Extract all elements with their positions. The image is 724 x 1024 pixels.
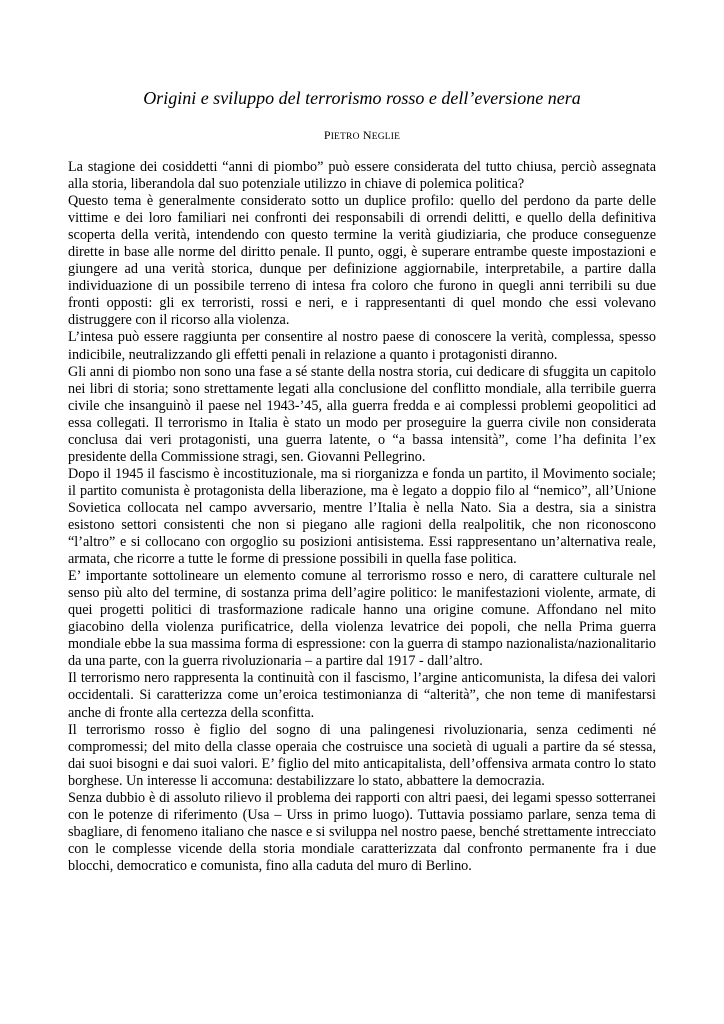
paragraph: Il terrorismo rosso è figlio del sogno di una palingenesi rivoluzionaria, senza cedimenti né compromessi; del mito della classe operaia che costruisce una società di uguali a partire da sé stessa, dai suoi bisogni e dai suoi valori. E’ figlio del mito anticapitalista, dell’offensiva armata contro lo stato borghese. Un interesse li accomuna: destabilizzare lo stato, abbattere la democrazia. — [68, 721, 656, 789]
author-last-initial: N — [362, 128, 372, 142]
paragraph: La stagione dei cosiddetti “anni di piombo” può essere considerata del tutto chiusa, perciò assegnata alla storia, liberandola dal suo potenziale utilizzo in chiave di polemica politica? — [68, 159, 656, 193]
paragraph: Questo tema è generalmente considerato sotto un duplice profilo: quello del perdono da parte delle vittime e dei loro familiari nei confronti dei responsabili di orrendi delitti, e quello della definitiva scoperta della verità, intendendo con questo termine la verità giudiziaria, che produce conseguenze dirette in base alle norme del diritto penale. Il punto, oggi, è superare entrambe queste impostazioni e giungere ad una verità storica, dunque per definizione aggiornabile, interpretabile, a partire dalla individuazione di un possibile terreno di intesa fra coloro che furono in quegli anni terribili su due fronti opposti: gli ex terroristi, rossi e neri, e i rappresentanti di quel mondo che essi volevano distruggere con il ricorso alla violenza. — [68, 193, 656, 329]
author-first-initial: P — [323, 128, 331, 142]
paragraph: Dopo il 1945 il fascismo è incostituzionale, ma si riorganizza e fonda un partito, il Movimento sociale; il partito comunista è protagonista della liberazione, ma è legato a doppio filo al “nemico”, all’Unione Sovietica collocata nel campo avversario, mentre l’Italia è nella Nato. Sia a destra, sia a sinistra esistono settori consistenti che non si piegano alle ragioni della realpolitik, che non riconoscono “l’altro” e si collocano con orgoglio su posizioni antisistema. Essi rappresentano un’alternativa reale, armata, che ricorre a tutte le forme di pressione possibili in quella fase politica. — [68, 465, 656, 568]
paragraph: L’intesa può essere raggiunta per consentire al nostro paese di conoscere la verità, complessa, spesso indicibile, neutralizzando gli effetti penali in relazione a quanto i protagonisti diranno. — [68, 329, 656, 363]
paragraph: E’ importante sottolineare un elemento comune al terrorismo rosso e nero, di carattere culturale nel senso più alto del termine, di sostanza prima dell’agire politico: le manifestazioni violente, armate, di quei progetti politici di trasformazione radicale hanno una origine comune. Affondano nel mito giacobino della violenza purificatrice, della violenza levatrice dei popoli, che nella Prima guerra mondiale ebbe la sua massima forma di espressione: con la guerra di stampo nazionalista/nazionalitario da una parte, con la guerra rivoluzionaria – a partire dal 1917 - dall’altro. — [68, 568, 656, 670]
paragraph: Senza dubbio è di assoluto rilievo il problema dei rapporti con altri paesi, dei legami spesso sotterranei con le potenze di riferimento (Usa – Urss in primo luogo). Tuttavia possiamo parlare, senza tema di sbagliare, di fenomeno italiano che nasce e si sviluppa nel nostro paese, benché strettamente intrecciato con le complesse vicende della storia mondiale caratterizzata dal confronto permanente fra i due blocchi, democratico e comunista, fino alla caduta del muro di Berlino. — [68, 789, 656, 874]
document-body — [68, 159, 656, 875]
paragraph: Gli anni di piombo non sono una fase a sé stante della nostra storia, cui dedicare di sfuggita un capitolo nei libri di storia; sono strettamente legati alla conclusione del conflitto mondiale, alla terribile guerra civile che insanguinò il paese nel 1943-’45, alla guerra fredda e ai complessi problemi geopolitici ad essa collegati. Il terrorismo in Italia è stato un modo per proseguire la guerra civile non considerata conclusa dai veri protagonisti, una guerra latente, o “a bassa intensità”, come l’ha definita l’ex presidente della Commissione stragi, sen. Giovanni Pellegrino. — [68, 363, 656, 465]
author-name — [0, 128, 724, 144]
paragraph: Il terrorismo nero rappresenta la continuità con il fascismo, l’argine anticomunista, la difesa dei valori occidentali. Si caratterizza come un’eroica testimonianza di “alterità”, che non teme di manifestarsi anche di fronte alla certezza della sconfitta. — [68, 670, 656, 721]
document-title: Origini e sviluppo del terrorismo rosso e dell’eversione nera — [143, 88, 581, 108]
author-first-rest: IETRO — [330, 132, 360, 142]
author-last-rest: EGLIE — [371, 132, 401, 142]
